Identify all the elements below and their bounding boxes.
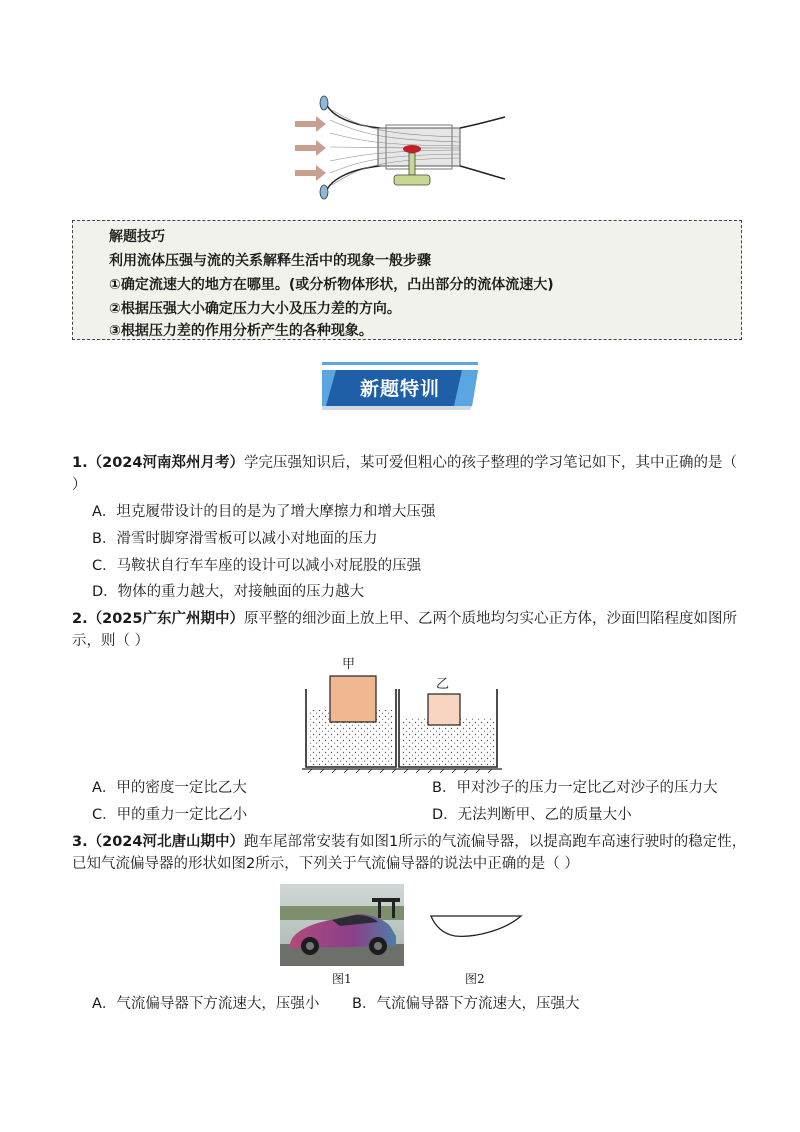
option-b[interactable]: B．甲对沙子的压力一定比乙对沙子的压力大 — [432, 780, 718, 796]
tips-box — [72, 220, 742, 340]
question-text: 已知气流偏导器的形状如图2所示，下列关于气流偏导器的说法中正确的是（ ） — [72, 856, 579, 872]
question-text: 跑车尾部常安装有如图1所示的气流偏导器，以提高跑车高速行驶时的稳定性， — [243, 834, 747, 850]
question-source: （2025广东广州期中） — [87, 611, 244, 627]
option-a[interactable]: A．坦克履带设计的目的是为了增大摩擦力和增大压强 — [92, 504, 436, 520]
label-jia: 甲 — [342, 657, 356, 672]
option-a[interactable]: A．甲的密度一定比乙大 — [92, 780, 247, 796]
sand-figure — [300, 655, 505, 773]
option-d[interactable]: D．物体的重力越大，对接触面的压力越大 — [92, 584, 365, 600]
question-text: 学完压强知识后，某可爱但粗心的孩子整理的学习笔记如下，其中正确的是（ — [243, 455, 737, 471]
tips-line: ①确定流速大的地方在哪里。(或分析物体形状，凸出部分的流体流速大) — [109, 277, 554, 293]
question-text: ） — [72, 477, 87, 493]
question-source: （2024河南郑州月考） — [87, 455, 244, 471]
tips-line: ③根据压力差的作用分析产生的各种现象。 — [109, 323, 373, 339]
section-banner — [322, 362, 478, 412]
option-b[interactable]: B．气流偏导器下方流速大，压强大 — [352, 996, 580, 1012]
banner-title: 新题特训 — [359, 377, 440, 400]
tips-title: 解题技巧 — [109, 229, 165, 245]
option-a[interactable]: A．气流偏导器下方流速大，压强小 — [92, 996, 320, 1012]
figure-1-caption: 图1 — [332, 972, 352, 986]
question-number: 1. — [72, 455, 88, 471]
deflector-shape — [425, 908, 525, 942]
question-3-stem — [72, 831, 762, 875]
question-number: 2. — [72, 611, 88, 627]
label-yi: 乙 — [436, 677, 450, 692]
tips-line: ②根据压强大小确定压力大小及压力差的方向。 — [109, 301, 401, 317]
option-c[interactable]: C．甲的重力一定比乙小 — [92, 807, 248, 823]
figure-2-caption: 图2 — [465, 972, 485, 986]
airflow-figure — [290, 95, 510, 200]
option-b[interactable]: B．滑雪时脚穿滑雪板可以减小对地面的压力 — [92, 531, 378, 547]
tips-line: 利用流体压强与流的关系解释生活中的现象一般步骤 — [109, 253, 431, 269]
question-1-stem — [72, 452, 752, 496]
question-2-stem — [72, 608, 752, 652]
question-text: 示，则（ ） — [72, 633, 150, 649]
question-number: 3. — [72, 834, 88, 850]
car-photo — [280, 884, 404, 966]
question-text: 原平整的细沙面上放上甲、乙两个质地均匀实心正方体，沙面凹陷程度如图所 — [243, 611, 737, 627]
option-c[interactable]: C．马鞍状自行车车座的设计可以减小对屁股的压强 — [92, 558, 422, 574]
option-d[interactable]: D．无法判断甲、乙的质量大小 — [432, 807, 632, 823]
question-source: （2024河北唐山期中） — [87, 834, 244, 850]
